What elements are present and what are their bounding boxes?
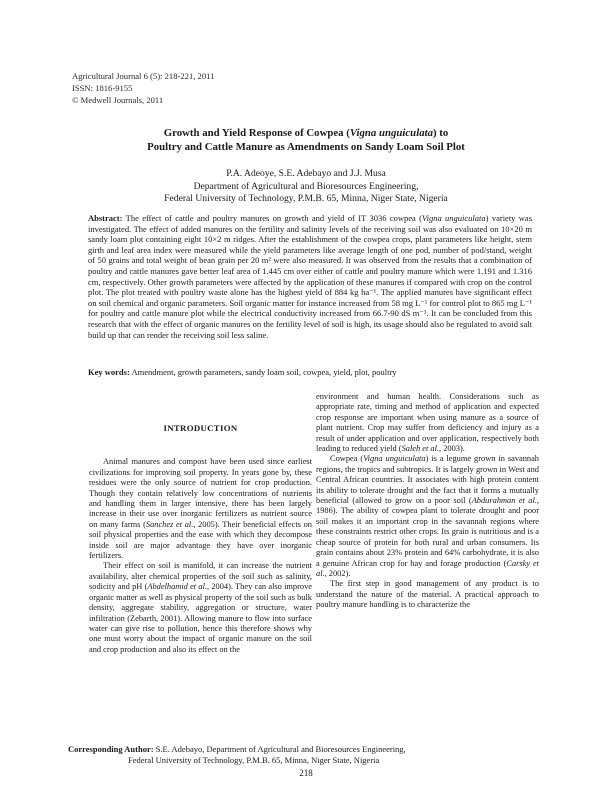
- journal-header: [72, 70, 214, 106]
- keywords-text: Amendment, growth parameters, sandy loam soil, cowpea, yield, plot, poultry: [129, 367, 397, 377]
- intro-paragraph-1: [89, 457, 312, 561]
- intro-r1-end: , 2003).: [439, 444, 465, 454]
- right-column: [316, 392, 539, 611]
- intro-r1-cite: Saleh et al.: [401, 444, 440, 454]
- section-heading-introduction: INTRODUCTION: [163, 423, 238, 433]
- intro-p2-text: Their effect on soil is manifold, it can increase the nutrient availability, alter chemical properties of the soil such as salinity, sodicity and pH (: [89, 561, 312, 592]
- journal-copyright: © Medwell Journals, 2011: [72, 95, 164, 105]
- intro-r3-text: The first step in good management of any product is to understand the nature of the material. A practical approach to poultry manure handling is to characterize the: [316, 579, 539, 610]
- author-department: Department of Agricultural and Bioresources Engineering,: [193, 180, 419, 192]
- author-block: [60, 168, 552, 206]
- abstract-text-2: ) variety was investigated. The effect of added manures on the fertility and salinity levels of the receiving soil was also evaluated on 10×20 m sandy loam plot containing eight 10×2 m ridges. After the establishment of the cowpea crops, plant parameters like height, stem girth and leaf area index were measured while the yield parameters like average length of one pod, number of pod/stand, weight of 50 grains and total weight of bean grain per 20 m² were also measured. It was observed from the results that a combination of poultry and cattle manures gave better leaf area of 1.445 cm over either of cattle and poultry manure which were 1.191 and 1.316 cm, respectively. Other growth parameters were affected by the application of these manures if compared with crop on the control plot. The plot treated with poultry waste alone has the highest yield of 884 kg ha⁻¹. The applied manures have significant effect on soil chemical and organic parameters. Soil organic matter for instance increased from 58 mg L⁻¹ for control plot to 865 mg L⁻¹ for poultry and cattle manure plot while the electrical conductivity increased from 66.7-90 dS m⁻¹. It can be concluded from this research that with the effect of organic manures on the fertility level of soil is high, its usage should also be regulated to avoid salt build up that can render the receiving soil less saline.: [88, 213, 533, 340]
- intro-paragraph-2: [89, 561, 312, 655]
- title-line2: Poultry and Cattle Manure as Amendments on Sandy Loam Soil Plot: [147, 141, 465, 153]
- footnote-line2: Federal University of Technology, P.M.B. 65, Minna, Niger State, Nigeria: [128, 755, 380, 765]
- intro-r1-text: environment and human health. Considerations such as appropriate rate, timing and method of application and expected crop response are important when using manure as a source of plant nutrient. Crop may suffer from deficiency and injury as a result of under application and over application, respectively both leading to reduced yield (: [316, 392, 539, 454]
- intro-p2-cite: Abdelhamid et al.: [147, 582, 207, 592]
- journal-issn: ISSN: 1816-9155: [72, 83, 133, 93]
- intro-r2-species: Vigna unguiculata: [363, 454, 426, 464]
- left-column: [89, 392, 312, 655]
- intro-r2-a: Cowpea (: [330, 454, 364, 464]
- author-names: P.A. Adeoye, S.E. Adebayo and J.J. Musa: [226, 168, 386, 179]
- intro-paragraph-5: [316, 579, 539, 610]
- intro-r2-b: ) is a legume grown in savannah regions, the tropics and subtropics. It is largely grown in West and Central African countries. It associates with high protein content its ability to tolerate drought and the fact that it forms a mutually beneficial (allowed to grow on a poor soil (: [316, 454, 539, 506]
- footnote-label: Corresponding Author:: [68, 744, 154, 754]
- intro-p1-text: Animal manures and compost have been used since earliest civilizations for improving soil property. In years gone by, these residues were the only source of nutrient for crop production. Though they contain relatively low concentrations of nutrients and handling them in larger intensive, there has been largely increase in their use over inorganic fertilizers as nutrient source on many farms (: [89, 457, 312, 529]
- abstract-species: Vigna unguiculata: [422, 213, 486, 223]
- author-institution: Federal University of Technology, P.M.B. 65, Minna, Niger State, Nigeria: [164, 193, 448, 204]
- title-part2: ) to: [433, 127, 449, 139]
- footnote-line1: S.E. Adebayo, Department of Agricultural and Bioresources Engineering,: [153, 744, 406, 754]
- intro-r2-cite2: Carsky et al.: [316, 558, 539, 578]
- abstract: [88, 213, 532, 340]
- intro-r2-cite: Abdurahman et al.: [471, 496, 537, 506]
- intro-paragraph-4: [316, 454, 539, 579]
- paper-title: [60, 126, 552, 154]
- intro-p1-cite: Sanchez et al.: [145, 519, 194, 529]
- intro-p1-end: , 2005). Their beneficial effects on soil physical properties and the ease with which they decompose inside soil are major advantage they have over inorganic fertilizers.: [89, 519, 312, 561]
- title-part1: Growth and Yield Response of Cowpea (: [163, 127, 350, 139]
- abstract-label: Abstract:: [88, 213, 123, 223]
- journal-citation: Agricultural Journal 6 (5): 218-221, 2011: [72, 71, 215, 81]
- keywords: [88, 367, 532, 378]
- corresponding-author-footnote: [68, 744, 548, 766]
- keywords-label: Key words:: [88, 367, 130, 377]
- intro-p2-mid: , 2004). They can also improve organic matter as well as physical property of the soil such as bulk density, aggregate stability, aggregation or structure, water infiltration (Zebarth, 2001). Allowing manure to flow into surface water can give rise to pollution, hence this therefore shows why one must worry about the impact of organic manure on the soil and crop production and also its effect on the: [89, 582, 313, 654]
- title-species: Vigna unguiculata: [349, 127, 433, 139]
- intro-r2-d: , 2002).: [324, 568, 351, 578]
- intro-paragraph-3: [316, 392, 539, 454]
- abstract-text-1: The effect of cattle and poultry manures on growth and yield of IT 3036 cowpea (: [122, 213, 423, 223]
- intro-r2-c: , 1986). The ability of cowpea plant to tolerate drought and poor soil makes it an important crop in the savannah regions where these constraints restrict other crops. Its grain is nutritious and is a cheap source of protein for both rural and urban consumers. Its grain contains about 23% protein and 64% carbohydrate, it is also a genuine African crop for hay and forage production (: [316, 496, 539, 568]
- page-number: 218: [299, 768, 313, 778]
